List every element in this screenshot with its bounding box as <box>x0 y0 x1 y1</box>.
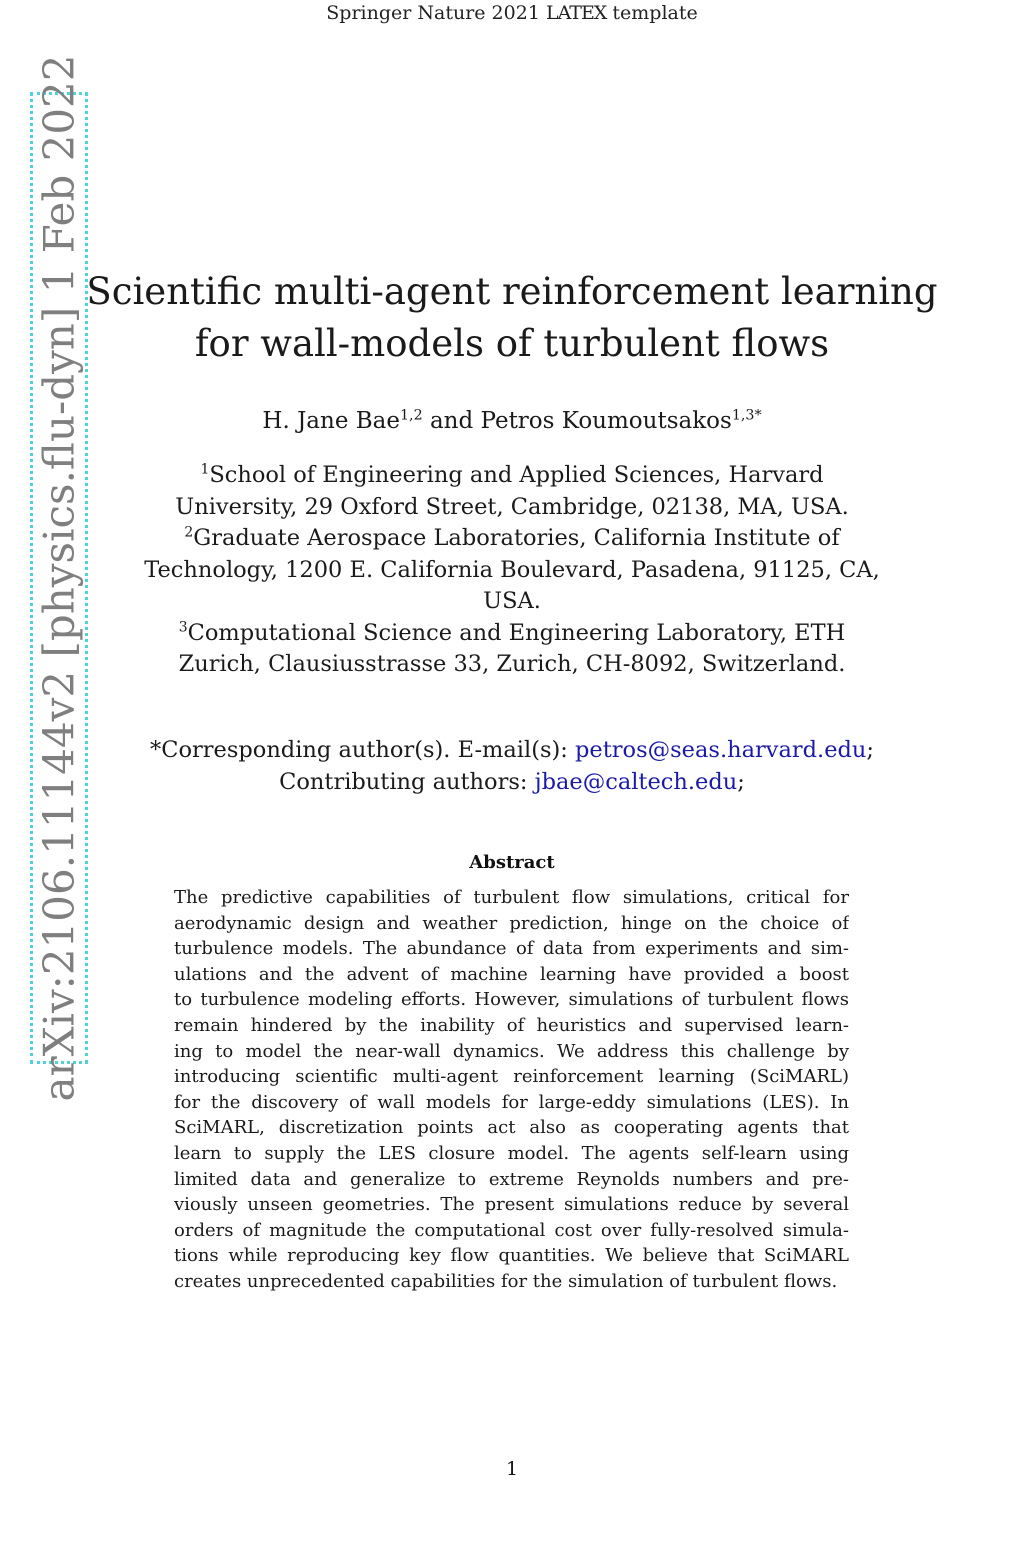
abstract-line: remain hindered by the inability of heuristics and supervised learn- <box>174 1014 849 1036</box>
affiliation-item <box>140 460 884 523</box>
contributing-email-link[interactable]: jbae@caltech.edu <box>534 769 738 795</box>
abstract-line: ulations and the advent of machine learning have provided a boost <box>174 963 849 985</box>
author-name: Petros Koumoutsakos <box>480 408 732 434</box>
abstract-line: orders of magnitude the computational cost over fully-resolved simula- <box>174 1219 849 1241</box>
abstract-line: for the discovery of wall models for large-eddy simulations (LES). In <box>174 1091 849 1113</box>
abstract-line: introducing scientific multi-agent reinforcement learning (SciMARL) <box>174 1066 849 1088</box>
corresponding-label: *Corresponding author(s). E-mail(s): <box>149 737 568 763</box>
author-separator: and <box>429 408 474 434</box>
abstract-body <box>174 885 849 1295</box>
affiliation-mark: 1 <box>200 461 210 478</box>
affiliation-mark: 3 <box>178 619 188 635</box>
arxiv-stamp <box>30 54 88 1102</box>
author-name: H. Jane Bae <box>262 408 400 434</box>
running-header-prefix: Springer Nature 2021 <box>326 2 540 24</box>
affiliation-item <box>140 523 884 618</box>
abstract-line: creates unprecedented capabilities for the simulation of turbulent flows. <box>174 1270 838 1292</box>
abstract-line: turbulence models. The abundance of data from experiments and sim- <box>174 938 849 960</box>
arxiv-identifier: arXiv:2106.11144v2 [physics.flu-dyn] 1 Feb 2022 <box>34 54 84 1102</box>
abstract-heading: Abstract <box>469 852 555 873</box>
abstract-line: tions while reproducing key flow quantities. We believe that SciMARL <box>174 1245 849 1267</box>
running-header <box>0 2 1024 24</box>
abstract-line: viously unseen geometries. The present simulations reduce by several <box>174 1194 849 1216</box>
affiliation-item <box>140 618 884 681</box>
abstract-line: ing to model the near-wall dynamics. We address this challenge by <box>174 1040 849 1062</box>
title-line-1: Scientific multi-agent reinforcement learning <box>86 270 938 313</box>
affiliation-list <box>140 460 884 681</box>
latex-logo: LATEX <box>545 2 607 24</box>
abstract-line: SciMARL, discretization points act also as cooperating agents that <box>174 1117 849 1139</box>
author-affiliation-marks: 1,3* <box>731 407 762 424</box>
abstract-line: limited data and generalize to extreme Reynolds numbers and pre- <box>174 1168 849 1190</box>
corresponding-line <box>0 734 1024 766</box>
affiliation-text: Computational Science and Engineering Laboratory, ETH Zurich, Clausiusstrasse 33, Zurich, CH-8092, Switzerland. <box>178 619 846 677</box>
abstract-line: aerodynamic design and weather prediction, hinge on the choice of <box>174 912 849 934</box>
running-header-suffix: template <box>612 2 698 24</box>
abstract-line: to turbulence modeling efforts. However, simulations of turbulent flows <box>174 989 849 1011</box>
author-affiliation-marks: 1,2 <box>399 407 423 424</box>
contributing-terminator: ; <box>737 769 745 795</box>
abstract-line: learn to supply the LES closure model. The agents self-learn using <box>174 1142 849 1164</box>
contributing-line <box>0 766 1024 798</box>
correspondence-block <box>0 734 1024 798</box>
page-number: 1 <box>505 1458 519 1480</box>
contributing-label: Contributing authors: <box>279 769 528 795</box>
affiliation-text: School of Engineering and Applied Sciences, Harvard University, 29 Oxford Street, Cambridge, 02138, MA, USA. <box>175 462 849 520</box>
corresponding-terminator: ; <box>866 737 875 763</box>
abstract-line: The predictive capabilities of turbulent flow simulations, critical for <box>174 887 849 908</box>
affiliation-text: Graduate Aerospace Laboratories, California Institute of Technology, 1200 E. California Boulevard, Pasadena, 91125, CA, USA. <box>144 525 880 614</box>
paper-title <box>0 266 1024 370</box>
corresponding-email-link[interactable]: petros@seas.harvard.edu <box>575 737 867 763</box>
title-line-2: for wall-models of turbulent flows <box>194 322 830 365</box>
affiliation-mark: 2 <box>184 524 194 541</box>
author-list <box>0 408 1024 434</box>
